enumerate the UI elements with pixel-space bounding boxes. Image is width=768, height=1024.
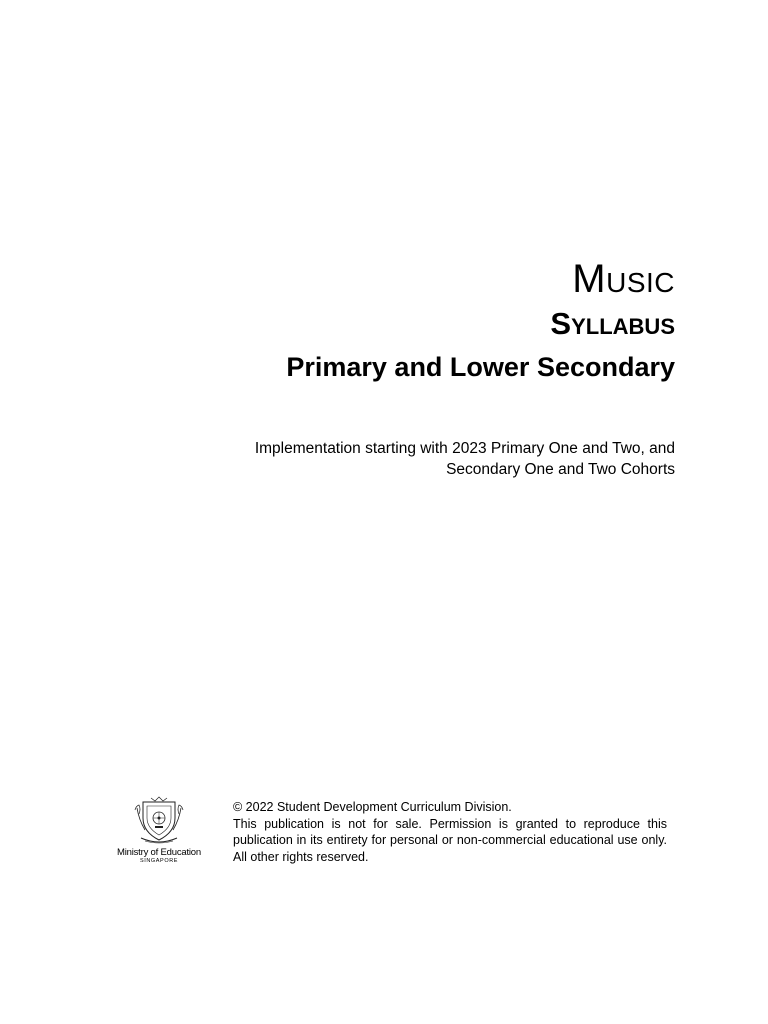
- ministry-crest-icon: [133, 796, 185, 846]
- copyright-line: © 2022 Student Development Curriculum Division.: [233, 800, 512, 814]
- document-subtitle: Syllabus: [550, 306, 675, 341]
- ministry-name: Ministry of Education: [117, 847, 201, 858]
- document-level: Primary and Lower Secondary: [286, 352, 675, 382]
- ministry-country: SINGAPORE: [139, 858, 179, 864]
- implementation-note: [205, 438, 675, 480]
- permission-text: This publication is not for sale. Permission is granted to reproduce this publication in its entirety for personal or non-commercial educational use only. All other rights reserved.: [233, 816, 667, 864]
- ministry-logo: [112, 796, 206, 865]
- implementation-line-1: Implementation starting with 2023 Primary One and Two, and: [254, 440, 675, 457]
- copyright-notice: [233, 799, 667, 865]
- implementation-line-2: Secondary One and Two Cohorts: [446, 461, 675, 478]
- title-block: [286, 256, 675, 384]
- document-title: Music: [572, 257, 675, 301]
